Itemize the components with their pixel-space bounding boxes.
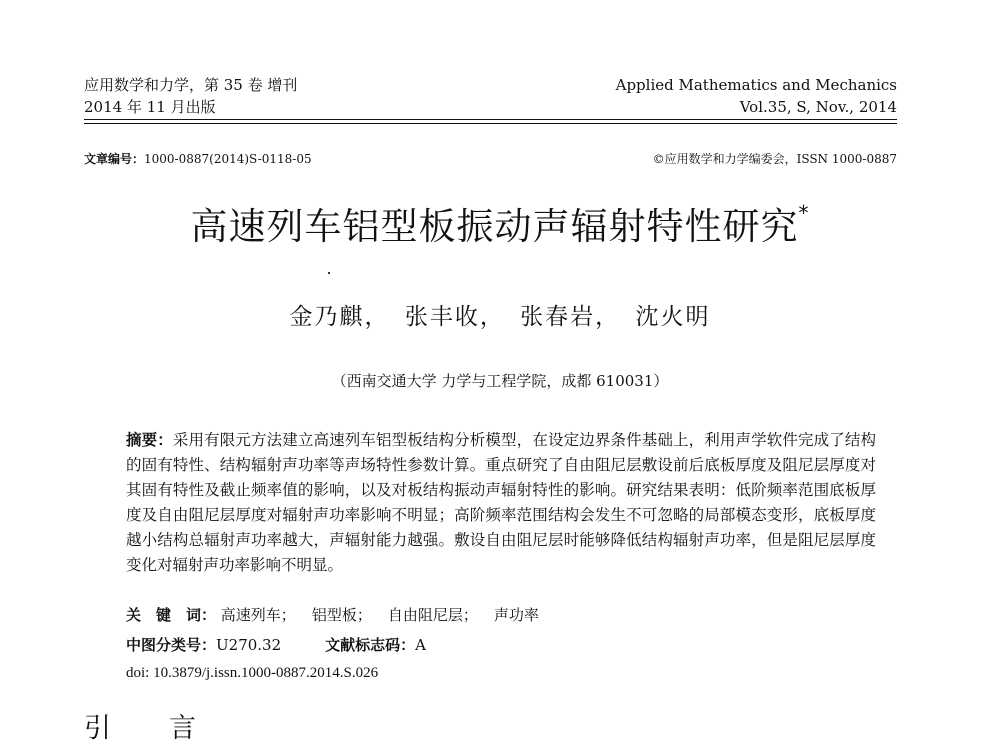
author-list <box>0 298 1000 331</box>
doi: doi: 10.3879/j.issn.1000-0887.2014.S.026 <box>126 665 379 681</box>
classification-line <box>126 634 426 655</box>
author-4: 沈火明 <box>635 304 711 330</box>
author-1: 金乃麒， <box>289 304 390 330</box>
affiliation: （西南交通大学 力学与工程学院，成都 610031） <box>331 372 669 390</box>
abstract-text: 采用有限元方法建立高速列车铝型板结构分析模型，在设定边界条件基础上，利用声学软件完成了结构的固有特性、结构辐射声功率等声场特性参数计算。重点研究了自由阻尼层敷设前后底板厚度及阻尼层厚度对其固有特性及截止频率值的影响，以及对板结构振动声辐射特性的影响。研究结果表明：低阶频率范围底板厚度及自由阻尼层厚度对辐射声功率影响不明显；高阶频率范围结构会发生不可忽略的局部模态变形，底板厚度越小结构总辐射声功率越大，声辐射能力越强。敷设自由阻尼层时能够降低结构辐射声功率，但是阻尼层厚度变化对辐射声功率影响不明显。 <box>126 431 876 574</box>
header-rule-bottom <box>84 123 897 124</box>
document-code-value: A <box>415 636 427 654</box>
keyword-1: 高速列车； <box>220 606 296 624</box>
journal-name-en: Applied Mathematics and Mechanics <box>615 76 897 94</box>
keywords <box>126 604 539 625</box>
article-number-value: 1000-0887(2014)S-0118-05 <box>144 152 312 166</box>
author-3: 张春岩， <box>520 304 621 330</box>
abstract <box>126 428 876 578</box>
keyword-4: 声功率 <box>493 606 539 624</box>
paper-title-text: 高速列车铝型板振动声辐射特性研究 <box>190 205 799 248</box>
title-footnote-mark: * <box>798 200 810 225</box>
issue-volume-en: Vol.35, S, Nov., 2014 <box>739 98 897 116</box>
clc-label: 中图分类号： <box>126 636 217 654</box>
abstract-label: 摘要： <box>126 431 173 449</box>
journal-name-cn: 应用数学和力学，第 35 卷 增刊 <box>84 76 298 94</box>
issue-date-cn: 2014 年 11 月出版 <box>84 98 216 116</box>
header-rule-top <box>84 119 897 120</box>
article-number-label: 文章编号： <box>84 152 145 166</box>
author-2: 张丰收， <box>404 304 505 330</box>
keyword-3: 自由阻尼层； <box>387 606 478 624</box>
stray-dot <box>328 272 330 274</box>
section-heading-introduction: 引言 <box>84 713 254 744</box>
keywords-label: 关 键 词： <box>126 606 217 624</box>
document-code-label: 文献标志码： <box>325 636 416 654</box>
article-number <box>84 150 312 167</box>
paper-title <box>0 196 1000 250</box>
copyright-issn: ©应用数学和力学编委会，ISSN 1000-0887 <box>652 152 897 166</box>
keyword-2: 铝型板； <box>311 606 372 624</box>
clc-value: U270.32 <box>216 636 282 654</box>
